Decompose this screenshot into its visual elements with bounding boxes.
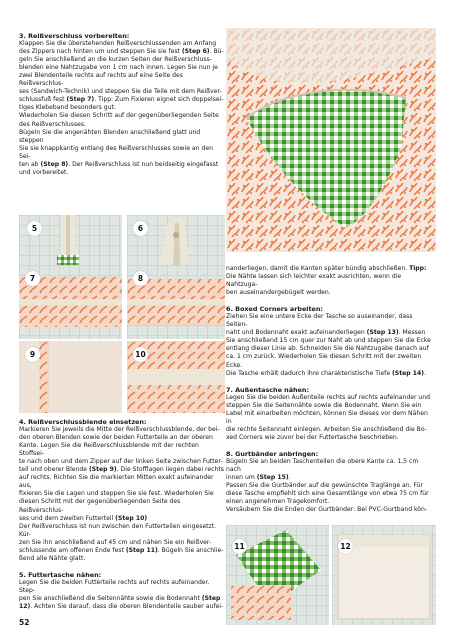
step-3-line: Klappen Sie die überstehenden Reißverschlussenden am Anfang [19,40,217,48]
step-badge-6: 6 [133,221,148,236]
right-section-8-line: Versäubern Sie die Enden der Gurtbänder: Bei PVC-Gurtband kön- [226,506,428,514]
step-badge-9: 9 [25,347,40,362]
step-badge-7: 7 [25,271,40,286]
left-section-5-line: Legen Sie die beiden Futterteile rechts auf rechts aufeinander. Step- [19,578,210,594]
left-section-5-heading: 5. Futtertasche nähen: [19,570,102,579]
step-3-line: Wiederholen Sie diesen Schritt auf der gegenüberliegenden Seite [19,112,219,120]
left-section-4-line: te nach oben und dem Zipper auf der linken Seite zwischen Futter- [19,458,223,466]
left-section-4-line: auf rechts. Richten Sie die markierten Mitten exakt aufeinander aus, [19,474,214,490]
right-section-8-line: Bügeln Sie an beiden Taschenteilen die obere Kante ca. 1,5 cm nach [226,457,419,474]
step-3-line: ses (Sandwich-Technik) und steppen Sie die Teile mit dem Reißver- [19,88,222,96]
step-3-line: tiges Klebeband besonders gut. [19,104,116,112]
step-3-line: zwei Blendenteile rechts auf rechts auf eine Seite des Reißverschlus- [19,72,183,88]
left-section-4-line: Kante. Legen Sie die Reißverschlussblende mit der rechten Stoffsei- [19,442,199,458]
left-section-4-line: zen Sie ihn anschließend auf 45 cm und nähen Sie ein Reißver- [19,538,212,546]
step-3-line: des Zippers nach hinten um und steppen Sie sie fest (Step 6). Bü- [19,48,224,56]
right-section-7-line: Legen Sie die beiden Außenteile rechts auf rechts aufeinander und [226,393,431,401]
photo-step-7 [19,265,122,339]
left-section-4-line: schlussende am offenen Ende fest (Step 11). Bügeln Sie anschlie- [19,546,224,554]
step-badge-10: 10 [133,347,148,362]
right-intro-line: ben auseinandergebügelt werden. [226,289,331,297]
right-section-6-line: Sie anschließend 15 cm quer zur Naht ab und steppen Sie die Ecke [226,337,431,345]
step-badge-8: 8 [133,271,148,286]
right-section-7-line: xed Corners wie zuvor bei der Futtertasche beschrieben. [226,433,399,441]
right-section-8-line: Passen Sie die Gurtbänder auf die gewünschte Traglänge an. Für [226,482,424,490]
step-3-line: Bügeln Sie die angenähten Blenden anschließend glatt und steppen [19,128,201,144]
photo-step-10 [127,341,225,413]
right-section-7-line: steppen Sie die Seitennähte sowie die Bodennaht. Wenn Sie ein [226,401,422,409]
column-left-bottom [19,418,224,611]
left-section-4-line: Markieren Sie jeweils die Mitte der Reißverschlussblende, der bei- [19,426,220,434]
right-section-8-line: diese Tasche empfiehlt sich eine Gesamtlänge von etwa 75 cm für [226,490,429,498]
left-section-4-line: Der Reißverschluss ist nun zwischen den Futterteilen eingesetzt. Kür- [19,522,217,538]
step-3-line: ten ab (Step 8). Der Reißverschluss ist nun beidseitig eingefasst [19,160,219,168]
right-section-8-line: innen um (Step 15). [226,474,291,482]
page-number: 52 [19,618,30,627]
column-right [226,265,434,514]
photo-step-9 [19,341,122,413]
left-section-4-heading: 4. Reißverschlussblende einsetzen: [19,418,147,426]
photo-step-8 [127,265,225,339]
step-3-text [19,40,224,177]
right-section-6-line: Die Tasche erhält dadurch ihre charakteristische Tiefe (Step 14). [226,369,426,377]
step-3-line: blenden eine Nahtzugabe von 1 cm nach innen. Legen Sie nun je [19,64,218,72]
right-section-8-line: einen angenehmen Tragekomfort. [226,498,330,506]
left-section-4-line: ses und dem zweiten Futterteil (Step 10) [19,514,148,522]
steps-6-8-text [226,265,434,514]
step-badge-11: 11 [232,539,247,554]
left-section-4-line: teil und oberer Blende (Step 9). Die Stofflagen liegen dabei rechts [19,466,224,474]
left-section-5-line: 12). Achten Sie darauf, dass die oberen Blendenteile sauber aufei- [19,603,224,611]
right-section-7-heading: 7. Außentasche nähen: [226,385,309,394]
left-section-4-line: den oberen Blenden sowie der beiden Futterteile an der oberen [19,434,213,442]
right-intro-line: Die Nähte lassen sich leichter exakt ausrichten, wenn die Nahtzuga- [226,273,402,289]
right-section-6-heading: 6. Boxed Corners arbeiten: [226,305,323,314]
step-3-line: geln Sie anschließend an die kurzen Seiten der Reißverschluss- [19,56,212,64]
right-section-6-line: entlang dieser Linie ab. Schneiden Sie die Nahtzugabe danach auf [226,345,429,353]
photo-step-12 [332,525,436,625]
photo-fabric-pouch [226,28,436,252]
right-section-6-line: Ziehen Sie eine untere Ecke der Tasche so auseinander, dass Seiten- [226,313,413,329]
step-badge-5: 5 [27,221,42,236]
right-section-7-line: die rechte Seitennaht einlegen. Arbeiten Sie anschließend die Bo- [226,425,427,433]
right-section-8-heading: 8. Gurtbänder anbringen: [226,449,319,458]
step-3-line: und vorbereitet. [19,168,69,176]
left-section-4-line: ßend alle Nähte glatt. [19,554,86,562]
left-section-5-line: pen Sie anschließend die Seitennähte sowie die Bodennaht (Step [19,594,221,602]
step-badge-12: 12 [338,539,353,554]
right-section-7-line: Label mit einarbeiten möchten, können Sie dieses vor dem Nähen in [226,409,428,425]
left-section-4-line: fixieren Sie die Lagen und steppen Sie sie fest. Wiederholen Sie [19,490,214,498]
photo-step-11 [226,525,329,625]
right-section-6-line: ca. 1 cm zurück. Wiederholen Sie diesen Schritt mit der zweiten Ecke. [226,353,422,369]
step-3-line: Sie sie knappkantig entlang des Reißverschlusses sowie an den Sei- [19,144,213,160]
column-left-top [19,32,224,177]
right-intro-line: nanderliegen, damit die Kanten später bündig abschließen. Tipp: [226,265,427,272]
heading-step-3: 3. Reißverschluss vorbereiten: [19,32,130,40]
right-section-6-line: naht und Bodennaht exakt aufeinanderliegen (Step 13). Messen [226,329,426,337]
step-3-line: schlussfuß fest (Step 7). Tipp: Zum Fixieren eignet sich doppelsei- [19,96,224,104]
left-section-4-line: diesen Schritt mit der gegenüberliegenden Seite des Reißverschlus- [19,498,181,514]
step-3-line: des Reißverschlusses. [19,120,86,128]
steps-4-5-text [19,418,224,611]
